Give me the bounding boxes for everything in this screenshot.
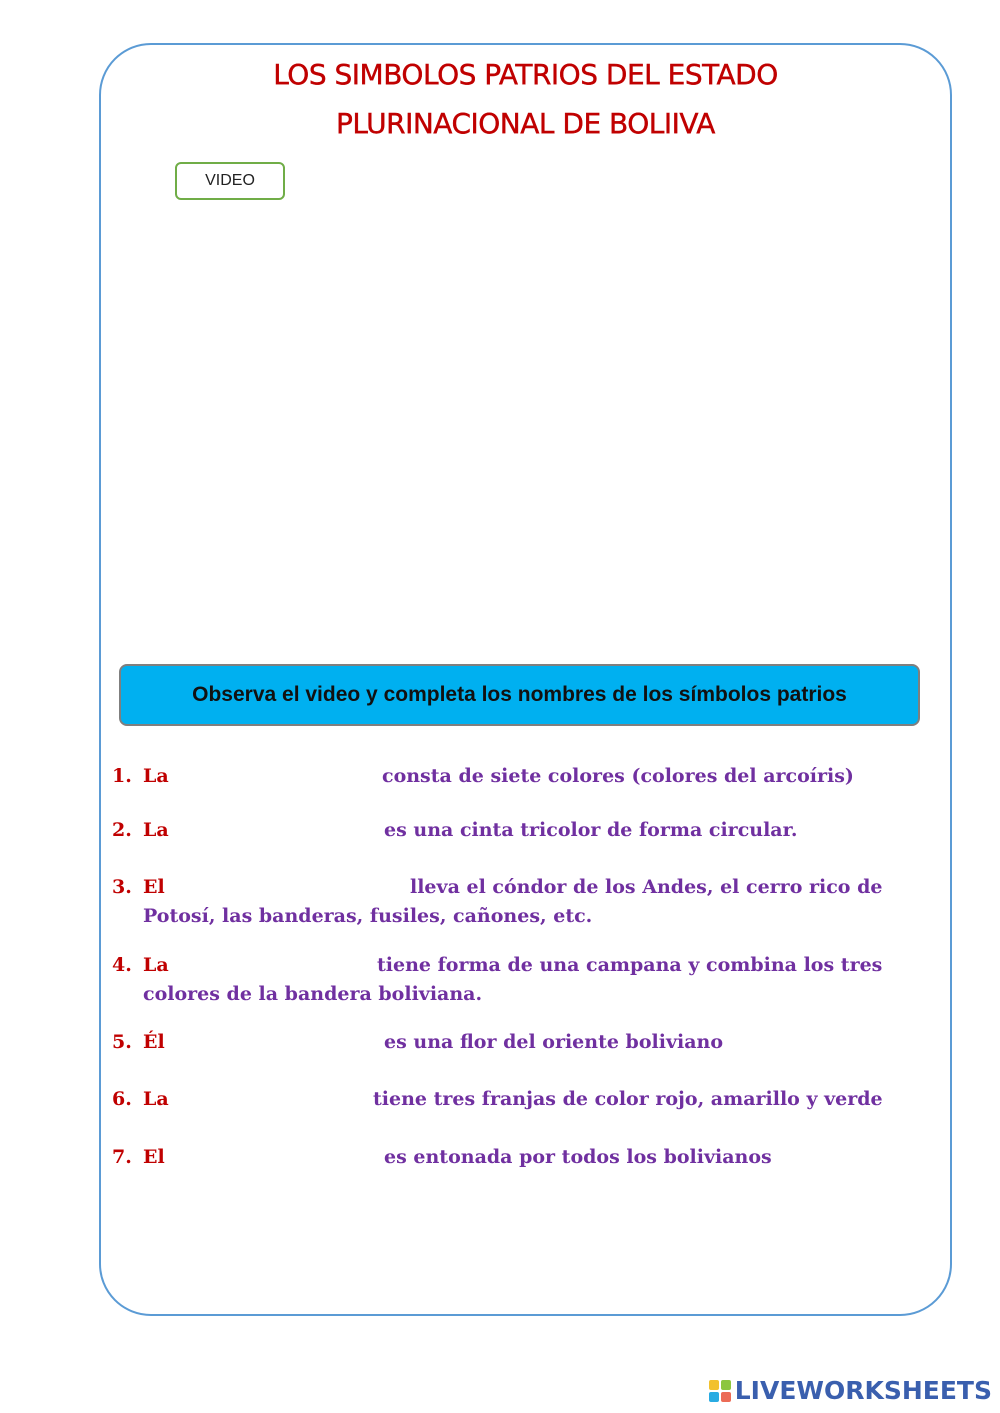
instruction-banner: Observa el video y completa los nombres de los símbolos patrios	[119, 664, 920, 726]
answer-input-4[interactable]	[174, 952, 377, 978]
item-article: El	[143, 1146, 165, 1168]
item-article: La	[143, 954, 169, 976]
answer-input-2[interactable]	[174, 817, 382, 843]
item-number: 4.	[112, 954, 132, 976]
item-article: Él	[143, 1031, 165, 1053]
item-text: lleva el cóndor de los Andes, el cerro rico de	[410, 876, 883, 898]
item-text: tiene forma de una campana y combina los tres	[377, 954, 883, 976]
page-title-line-2: PLURINACIONAL DE BOLIIVA	[336, 107, 715, 140]
brand-name: LIVEWORKSHEETS	[734, 1376, 992, 1405]
item-text: consta de siete colores (colores del arcoíris)	[382, 765, 854, 787]
item-text-continuation: colores de la bandera boliviana.	[143, 983, 483, 1005]
item-number: 5.	[112, 1031, 132, 1053]
answer-input-7[interactable]	[170, 1144, 383, 1170]
item-text-continuation: Potosí, las banderas, fusiles, cañones, etc.	[143, 905, 593, 927]
page-title-line-1: LOS SIMBOLOS PATRIOS DEL ESTADO	[273, 58, 778, 91]
item-article: La	[143, 765, 169, 787]
item-number: 6.	[112, 1088, 132, 1110]
video-button[interactable]: VIDEO	[175, 162, 285, 200]
item-article: El	[143, 876, 165, 898]
item-number: 3.	[112, 876, 132, 898]
logo-tile	[709, 1392, 719, 1402]
item-number: 1.	[112, 765, 132, 787]
item-number: 7.	[112, 1146, 132, 1168]
logo-tile	[721, 1380, 731, 1390]
item-text: es una flor del oriente boliviano	[384, 1031, 724, 1053]
logo-tile	[721, 1392, 731, 1402]
item-text: es entonada por todos los bolivianos	[384, 1146, 772, 1168]
item-article: La	[143, 1088, 169, 1110]
item-number: 2.	[112, 819, 132, 841]
answer-input-1[interactable]	[174, 763, 382, 789]
liveworksheets-logo	[709, 1376, 992, 1405]
answer-input-6[interactable]	[174, 1086, 372, 1112]
liveworksheets-logo-icon	[709, 1380, 731, 1402]
item-article: La	[143, 819, 169, 841]
item-text: tiene tres franjas de color rojo, amarillo y verde	[373, 1088, 883, 1110]
answer-input-5[interactable]	[170, 1029, 383, 1055]
item-text: es una cinta tricolor de forma circular.	[384, 819, 798, 841]
logo-tile	[709, 1380, 719, 1390]
answer-input-3[interactable]	[170, 874, 408, 900]
